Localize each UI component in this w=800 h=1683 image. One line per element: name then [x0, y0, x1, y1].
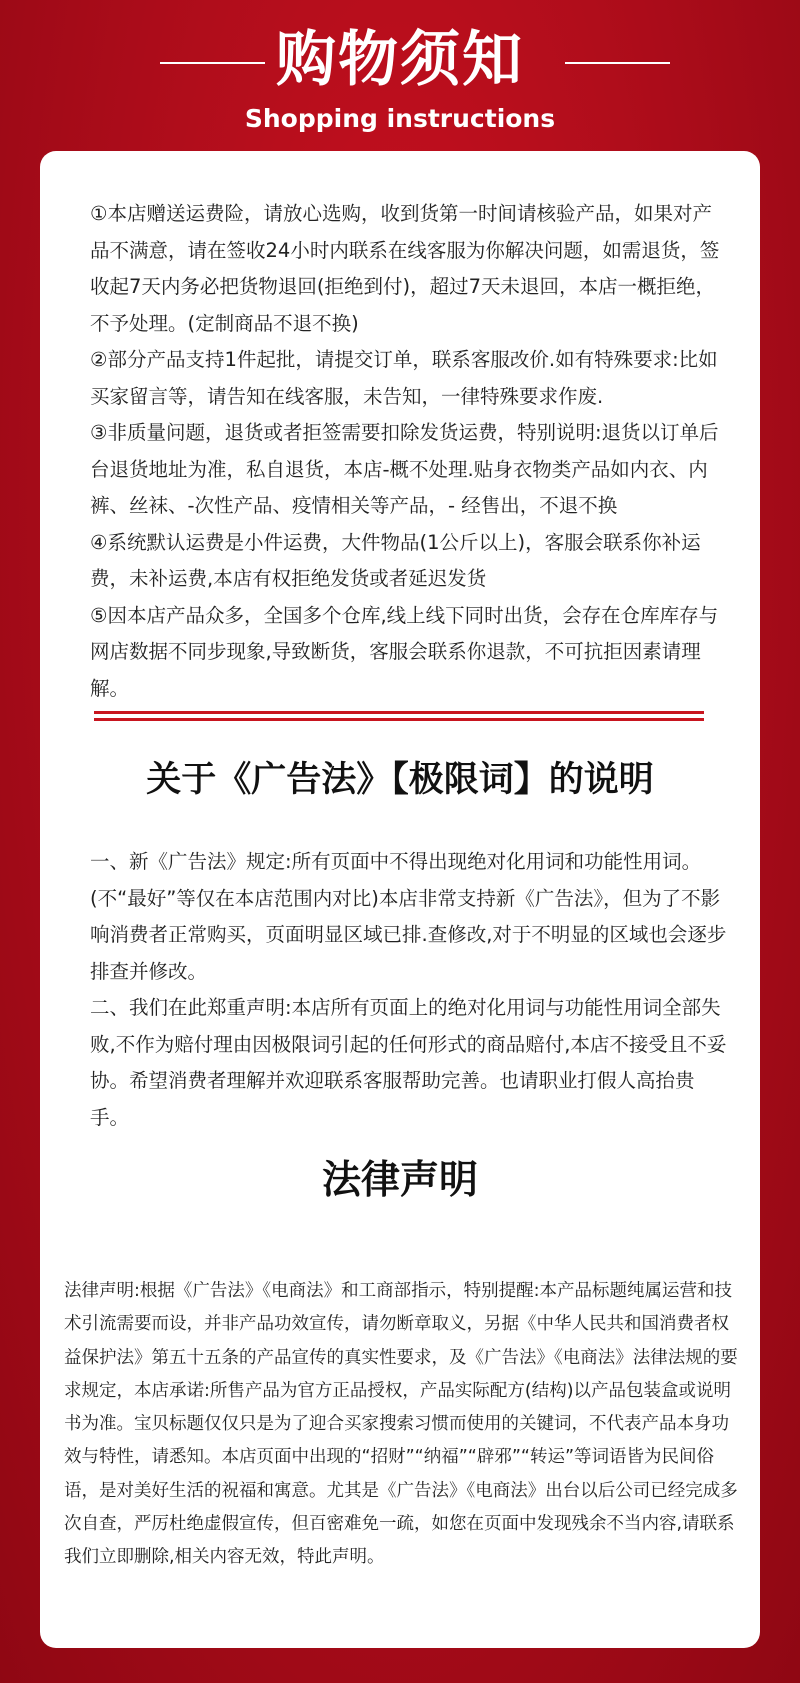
- content-card: [40, 151, 760, 1648]
- section-divider: [94, 711, 704, 725]
- notice-item-5: ⑤因本店产品众多，全国多个仓库,线上线下同时出货，会存在仓库库存与网店数据不同步现象,导致断货，客服会联系你退款，不可抗拒因素请理解。: [90, 603, 719, 700]
- notice-item-2: ②部分产品支持1件起批，请提交订单，联系客服改价.如有特殊要求:比如买家留言等，请告知在线客服，未告知，一律特殊要求作废.: [90, 348, 718, 408]
- ad-law-title: 关于《广告法》【极限词】的说明: [146, 760, 654, 800]
- divider-line-top: [94, 711, 704, 714]
- notice-item-1: ①本店赠送运费险，请放心选购，收到货第一时间请核验产品，如果对产品不满意，请在签收24小时内联系在线客服为你解决问题，如需退货，签收起7天内务必把货物退回(拒绝到付)，超过7天未退回，本店一概拒绝，不予处理。(定制商品不退不换): [90, 202, 720, 335]
- legal-statement-text: 法律声明:根据《广告法》《电商法》和工商部指示，特别提醒:本产品标题纯属运营和技术引流需要而设，并非产品功效宣传，请勿断章取义，另据《中华人民共和国消费者权益保护法》第五十五条的产品宣传的真实性要求，及《广告法》《电商法》法律法规的要求规定，本店承诺:所售产品为官方正品授权，产品实际配方(结构)以产品包装盒或说明书为准。宝贝标题仅仅只是为了迎合买家搜索习惯而使用的关键词，不代表产品本身功效与特性，请悉知。本店页面中出现的“招财”“纳福”“辟邪”“转运”等词语皆为民间俗语，是对美好生活的祝福和寓意。尤其是《广告法》《电商法》出台以后公司已经完成多次自查，严厉杜绝虚假宣传，但百密难免一疏，如您在页面中发现残余不当内容,请联系我们立即删除,相关内容无效，特此声明。: [64, 1281, 738, 1568]
- header-right-rule: [565, 62, 670, 64]
- notice-item-4: ④系统默认运费是小件运费，大件物品(1公斤以上)，客服会联系你补运费，未补运费,本店有权拒绝发货或者延迟发货: [90, 530, 701, 590]
- page-subtitle: Shopping instructions: [244, 104, 556, 133]
- page-title: 购物须知: [276, 25, 524, 95]
- ad-law-paragraph-1: 一、新《广告法》规定:所有页面中不得出现绝对化用词和功能性用词。(不“最好”等仅在本店范围内对比)本店非常支持新《广告法》，但为了不影响消费者正常购买，页面明显区域已排.查修改,对于不明显的区域也会逐步排查并修改。: [90, 850, 727, 983]
- shopping-notice-list: [90, 196, 730, 707]
- ad-law-explanation: [90, 844, 730, 1136]
- notice-item-3: ③非质量问题，退货或者拒签需要扣除发货运费，特别说明:退货以订单后台退货地址为准，私自退货，本店-概不处理.贴身衣物类产品如内衣、内裤、丝袜、-次性产品、疫情相关等产品，- 经售出，不退不换: [90, 421, 719, 517]
- ad-law-paragraph-2: 二、我们在此郑重声明:本店所有页面上的绝对化用词与功能性用词全部失败,不作为赔付理由因极限词引起的任何形式的商品赔付,本店不接受且不妥协。希望消费者理解并欢迎联系客服帮助完善。也请职业打假人高抬贵手。: [90, 996, 727, 1129]
- legal-statement-title: 法律声明: [321, 1158, 478, 1203]
- page-header: [0, 0, 800, 150]
- divider-line-bottom: [94, 718, 704, 721]
